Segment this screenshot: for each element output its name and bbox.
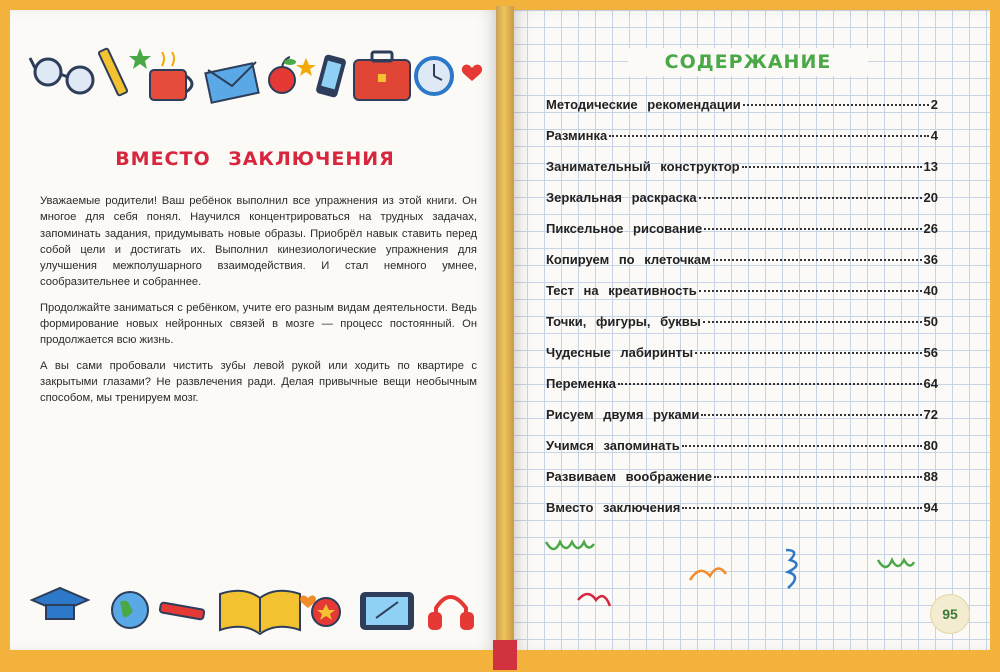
toc-leader (699, 197, 922, 199)
toc-entry-label: Копируем по клеточкам (546, 252, 711, 267)
toc-entry-label: Вместо заключения (546, 500, 681, 515)
toc-leader (695, 352, 921, 354)
table-of-contents (546, 89, 938, 523)
toc-entry-label: Переменка (546, 376, 617, 391)
toc-entry-page: 80 (923, 438, 938, 453)
toc-entry-label: Тест на креативность (546, 283, 697, 298)
toc-entry-page: 2 (930, 97, 938, 112)
toc-entry[interactable] (546, 492, 938, 523)
left-page (10, 10, 500, 650)
toc-leader (703, 321, 922, 323)
toc-entry-label: Точки, фигуры, буквы (546, 314, 701, 329)
graduation-cap-icon (32, 588, 88, 619)
right-page (510, 10, 990, 650)
toc-leader (701, 414, 921, 416)
bottom-icon-row (10, 572, 500, 642)
toc-entry[interactable] (546, 89, 938, 120)
toc-entry[interactable] (546, 275, 938, 306)
globe-icon (112, 592, 148, 628)
pencil-icon (98, 48, 127, 96)
toc-leader (704, 228, 921, 230)
toc-title: СОДЕРЖАНИЕ (628, 48, 868, 76)
toc-entry[interactable] (546, 244, 938, 275)
toc-entry-page: 64 (923, 376, 938, 391)
page-title: ВМЕСТО ЗАКЛЮЧЕНИЯ (115, 148, 395, 170)
toc-leader (713, 259, 922, 261)
toc-leader (609, 135, 929, 137)
toc-entry[interactable] (546, 151, 938, 182)
mug-icon (150, 52, 192, 100)
toc-leader (618, 383, 922, 385)
toc-entry-page: 72 (923, 407, 938, 422)
heart-icon (462, 65, 482, 81)
toc-entry[interactable] (546, 120, 938, 151)
toc-entry-label: Методические рекомендации (546, 97, 741, 112)
toc-entry-label: Зеркальная раскраска (546, 190, 697, 205)
toc-entry-label: Чудесные лабиринты (546, 345, 694, 360)
glasses-icon (30, 58, 93, 93)
toc-entry[interactable] (546, 182, 938, 213)
toc-entry[interactable] (546, 368, 938, 399)
book-spine (496, 6, 514, 666)
toc-entry-label: Занимательный конструктор (546, 159, 740, 174)
squiggle-decoration (878, 560, 914, 567)
toc-entry[interactable] (546, 430, 938, 461)
toc-leader (682, 507, 921, 509)
toc-leader (742, 166, 922, 168)
squiggle-decoration (786, 550, 797, 588)
toc-entry-page: 36 (923, 252, 938, 267)
toc-entry[interactable] (546, 337, 938, 368)
toc-entry[interactable] (546, 306, 938, 337)
phone-icon (315, 54, 347, 98)
toc-entry-label: Учимся запоминать (546, 438, 680, 453)
toc-leader (699, 290, 922, 292)
conclusion-text (40, 193, 477, 416)
toc-entry[interactable] (546, 399, 938, 430)
toc-entry[interactable] (546, 461, 938, 492)
book-icon (220, 591, 300, 634)
bookmark-ribbon (493, 640, 517, 670)
toc-entry[interactable] (546, 213, 938, 244)
paragraph: Уважаемые родители! Ваш ребёнок выполнил все упражнения из этой книги. Он многое для себя понял. Научился концентрироваться на трудных задачах, запоминать задания, придумывать новые образы. Приобрёл навык ставить перед собой цели и достигать их. Выполнил кинезиологические упражнения для улучшения межполушарного взаимодействия. И стал немного умнее, сообразительнее и собраннее. (40, 195, 477, 289)
medal-icon (312, 598, 340, 626)
toc-entry-page: 56 (923, 345, 938, 360)
toc-leader (714, 476, 922, 478)
toc-entry-page: 13 (923, 159, 938, 174)
toc-entry-page: 26 (923, 221, 938, 236)
toc-entry-label: Разминка (546, 128, 608, 143)
squiggle-decoration (546, 542, 594, 549)
toc-leader (682, 445, 922, 447)
clock-icon (416, 58, 452, 94)
toc-entry-label: Рисуем двумя руками (546, 407, 700, 422)
toc-entry-page: 4 (930, 128, 938, 143)
envelope-icon (205, 62, 258, 103)
headphones-icon (430, 597, 472, 628)
tablet-icon (360, 592, 414, 630)
apple-icon (269, 57, 296, 93)
toc-entry-page: 88 (923, 469, 938, 484)
star-icon (296, 58, 316, 76)
squiggle-decoration (690, 568, 726, 580)
toc-entry-page: 20 (923, 190, 938, 205)
toc-entry-page: 94 (923, 500, 938, 515)
paragraph: А вы сами пробовали чистить зубы левой рукой или ходить по квартире с закрытыми глазами? Не развлечения ради. Делая привычные вещи необычным способом, мы тренируем мозг. (40, 359, 477, 405)
decorative-doodles (510, 520, 990, 630)
star-icon (129, 48, 151, 69)
page-number: 95 (930, 594, 970, 634)
briefcase-icon (354, 52, 410, 100)
toc-entry-page: 50 (923, 314, 938, 329)
toc-entry-label: Пиксельное рисование (546, 221, 703, 236)
marker-icon (159, 602, 204, 619)
top-icon-row (10, 38, 500, 108)
toc-leader (743, 104, 929, 106)
toc-entry-label: Развиваем воображение (546, 469, 712, 484)
squiggle-decoration (578, 594, 610, 606)
paragraph: Продолжайте заниматься с ребёнком, учите его разным видам деятельности. Ведь формирование новых нейронных связей в мозге — процесс постоянный. Он продолжается всю жизнь. (40, 301, 477, 347)
toc-entry-page: 40 (923, 283, 938, 298)
